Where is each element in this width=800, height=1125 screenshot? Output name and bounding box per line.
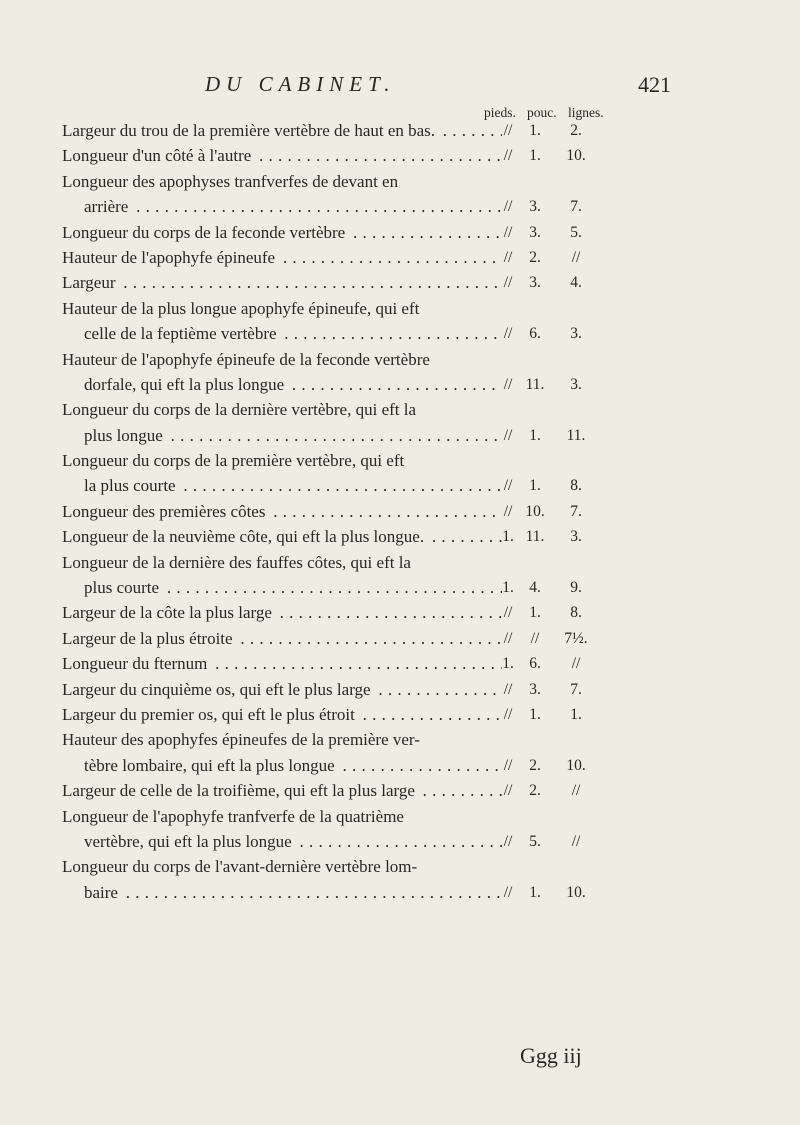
row-line: [0, 778, 800, 803]
table-row: [0, 220, 800, 245]
column-header-pieds: pieds.: [484, 105, 516, 120]
value-pouces: 2.: [529, 248, 541, 266]
row-line: [0, 804, 800, 829]
row-label: Hauteur de l'apophyfe épineufe de la feconde vertèbre: [62, 350, 433, 369]
value-pieds: //: [503, 223, 513, 241]
value-lignes: 8.: [570, 604, 582, 622]
row-line: [0, 347, 800, 372]
value-lignes: 7.: [570, 680, 582, 698]
column-header-lignes: lignes.: [568, 105, 604, 120]
row-line: [0, 169, 800, 194]
row-line: [0, 473, 800, 498]
value-lignes: 10.: [566, 147, 586, 165]
row-line: [0, 702, 800, 727]
value-lignes: 11.: [566, 426, 586, 444]
page-number: 421: [638, 72, 671, 97]
row-line: [0, 880, 800, 905]
value-pouces: 11.: [525, 375, 545, 393]
table-row: [0, 245, 800, 270]
row-line: [0, 727, 800, 752]
row-line: [0, 753, 800, 778]
row-label: tèbre lombaire, qui eft la plus longue: [84, 756, 338, 775]
value-pieds: //: [503, 147, 513, 165]
row-label: Largeur du trou de la première vertèbre de haut en bas.: [62, 121, 438, 140]
running-header: [0, 72, 800, 106]
value-pouces: 11.: [525, 528, 545, 546]
value-lignes: 4.: [570, 274, 582, 292]
value-pieds: //: [503, 680, 513, 698]
value-lignes: 3.: [570, 325, 582, 343]
row-line: [0, 270, 800, 295]
value-pieds: //: [503, 248, 513, 266]
column-header-pouces: pouc.: [527, 105, 557, 120]
value-lignes: 9.: [570, 579, 582, 597]
value-pieds: //: [503, 604, 513, 622]
signature-mark: Ggg iij: [520, 1043, 582, 1068]
value-pouces: 1.: [529, 147, 541, 165]
row-label: Largeur de la côte la plus large: [62, 603, 275, 622]
row-line: [0, 321, 800, 346]
row-line: [0, 677, 800, 702]
value-lignes: 7.: [570, 502, 582, 520]
row-line: [0, 575, 800, 600]
row-label: Hauteur des apophyfes épineufes de la première ver-: [62, 730, 423, 749]
row-line: [0, 296, 800, 321]
row-label: Longueur de la neuvième côte, qui eft la plus longue.: [62, 527, 427, 546]
row-label: plus longue: [84, 426, 166, 445]
row-label: baire: [84, 883, 121, 902]
table-row: [0, 626, 800, 651]
table-row: [0, 347, 800, 398]
row-label: Hauteur de l'apophyfe épineufe: [62, 248, 278, 267]
row-label: Longueur du corps de l'avant-dernière vertèbre lom-: [62, 857, 420, 876]
value-pieds: //: [503, 502, 513, 520]
row-line: [0, 118, 800, 143]
value-pouces: 2.: [529, 756, 541, 774]
row-label: Largeur de la plus étroite: [62, 629, 236, 648]
value-pouces: 1.: [529, 426, 541, 444]
row-label: dorfale, qui eft la plus longue: [84, 375, 287, 394]
measurement-table: [0, 118, 800, 905]
value-lignes: 2.: [570, 122, 582, 139]
row-line: [0, 600, 800, 625]
row-line: [0, 397, 800, 422]
value-pieds: //: [503, 375, 513, 393]
table-row: [0, 296, 800, 347]
row-label: Largeur: [62, 273, 119, 292]
row-label: la plus courte: [84, 476, 179, 495]
table-row: [0, 804, 800, 855]
value-pieds: //: [503, 782, 513, 800]
row-label: Longueur de l'apophyfe tranfverfe de la quatrième: [62, 807, 407, 826]
value-pouces: 1.: [529, 883, 541, 901]
value-lignes: 10.: [566, 883, 586, 901]
value-pouces: 10.: [525, 502, 545, 520]
value-pieds: //: [503, 883, 513, 901]
value-pieds: //: [503, 832, 513, 850]
row-label: Longueur des premières côtes: [62, 502, 268, 521]
row-line: [0, 194, 800, 219]
value-pieds: //: [503, 629, 513, 647]
row-line: [0, 829, 800, 854]
value-pieds: //: [503, 426, 513, 444]
table-row: [0, 448, 800, 499]
value-pieds: //: [503, 705, 513, 723]
value-pouces: 5.: [529, 832, 541, 850]
value-lignes: 7½.: [564, 629, 588, 647]
table-row: [0, 550, 800, 601]
value-lignes: 8.: [570, 477, 582, 495]
value-pouces: 6.: [529, 655, 541, 673]
value-pouces: 3.: [529, 680, 541, 698]
value-pieds: //: [503, 122, 513, 139]
table-row: [0, 270, 800, 295]
table-row: [0, 118, 800, 143]
row-label: celle de la feptième vertèbre: [84, 324, 280, 343]
running-title: DU CABINET.: [205, 72, 396, 96]
value-pouces: 1.: [529, 705, 541, 723]
row-label: Longueur du corps de la première vertèbre, qui eft: [62, 451, 407, 470]
value-pieds: //: [503, 274, 513, 292]
value-pouces: 1.: [529, 122, 541, 139]
row-line: [0, 499, 800, 524]
row-label: Longueur d'un côté à l'autre: [62, 146, 254, 165]
row-line: [0, 550, 800, 575]
value-pouces: 3.: [529, 198, 541, 216]
value-pouces: 2.: [529, 782, 541, 800]
value-pouces: 1.: [529, 477, 541, 495]
row-label: Largeur du premier os, qui eft le plus étroit: [62, 705, 358, 724]
row-label: Longueur du fternum: [62, 654, 210, 673]
value-pieds: 1.: [502, 528, 514, 546]
value-pouces: 3.: [529, 274, 541, 292]
row-line: [0, 143, 800, 168]
value-pieds: //: [503, 756, 513, 774]
value-lignes: 1.: [570, 705, 582, 723]
row-line: [0, 854, 800, 879]
value-pouces: 1.: [529, 604, 541, 622]
table-row: [0, 778, 800, 803]
row-line: [0, 372, 800, 397]
value-pieds: //: [503, 477, 513, 495]
row-line: [0, 651, 800, 676]
row-label: Longueur du corps de la dernière vertèbre, qui eft la: [62, 400, 419, 419]
value-pouces: 6.: [529, 325, 541, 343]
row-label: Longueur de la dernière des fauffes côtes, qui eft la: [62, 553, 414, 572]
row-line: [0, 524, 800, 549]
table-row: [0, 727, 800, 778]
table-row: [0, 651, 800, 676]
value-pouces: 3.: [529, 223, 541, 241]
row-line: [0, 423, 800, 448]
value-lignes: 3.: [570, 528, 582, 546]
row-label: Longueur des apophyses tranfverfes de devant en: [62, 172, 401, 191]
row-label: arrière: [84, 197, 131, 216]
value-lignes: 3.: [570, 375, 582, 393]
value-lignes: 10.: [566, 756, 586, 774]
table-row: [0, 702, 800, 727]
row-line: [0, 245, 800, 270]
table-row: [0, 600, 800, 625]
table-row: [0, 143, 800, 168]
value-pouces: //: [530, 629, 540, 647]
value-lignes: 7.: [570, 198, 582, 216]
table-row: [0, 499, 800, 524]
value-lignes: //: [571, 655, 581, 673]
table-row: [0, 397, 800, 448]
value-pieds: 1.: [502, 655, 514, 673]
value-lignes: 5.: [570, 223, 582, 241]
row-line: [0, 220, 800, 245]
row-label: Hauteur de la plus longue apophyfe épineufe, qui eft: [62, 299, 422, 318]
value-lignes: //: [571, 248, 581, 266]
row-label: Longueur du corps de la feconde vertèbre: [62, 223, 348, 242]
row-line: [0, 626, 800, 651]
row-label: vertèbre, qui eft la plus longue: [84, 832, 295, 851]
value-pouces: 4.: [529, 579, 541, 597]
row-label: plus courte: [84, 578, 162, 597]
value-lignes: //: [571, 782, 581, 800]
table-row: [0, 169, 800, 220]
row-label: Largeur de celle de la troifième, qui eft la plus large: [62, 781, 418, 800]
value-pieds: 1.: [502, 579, 514, 597]
value-lignes: //: [571, 832, 581, 850]
row-line: [0, 448, 800, 473]
table-row: [0, 677, 800, 702]
value-pieds: //: [503, 198, 513, 216]
table-row: [0, 524, 800, 549]
row-label: Largeur du cinquième os, qui eft le plus large: [62, 680, 374, 699]
table-row: [0, 854, 800, 905]
value-pieds: //: [503, 325, 513, 343]
